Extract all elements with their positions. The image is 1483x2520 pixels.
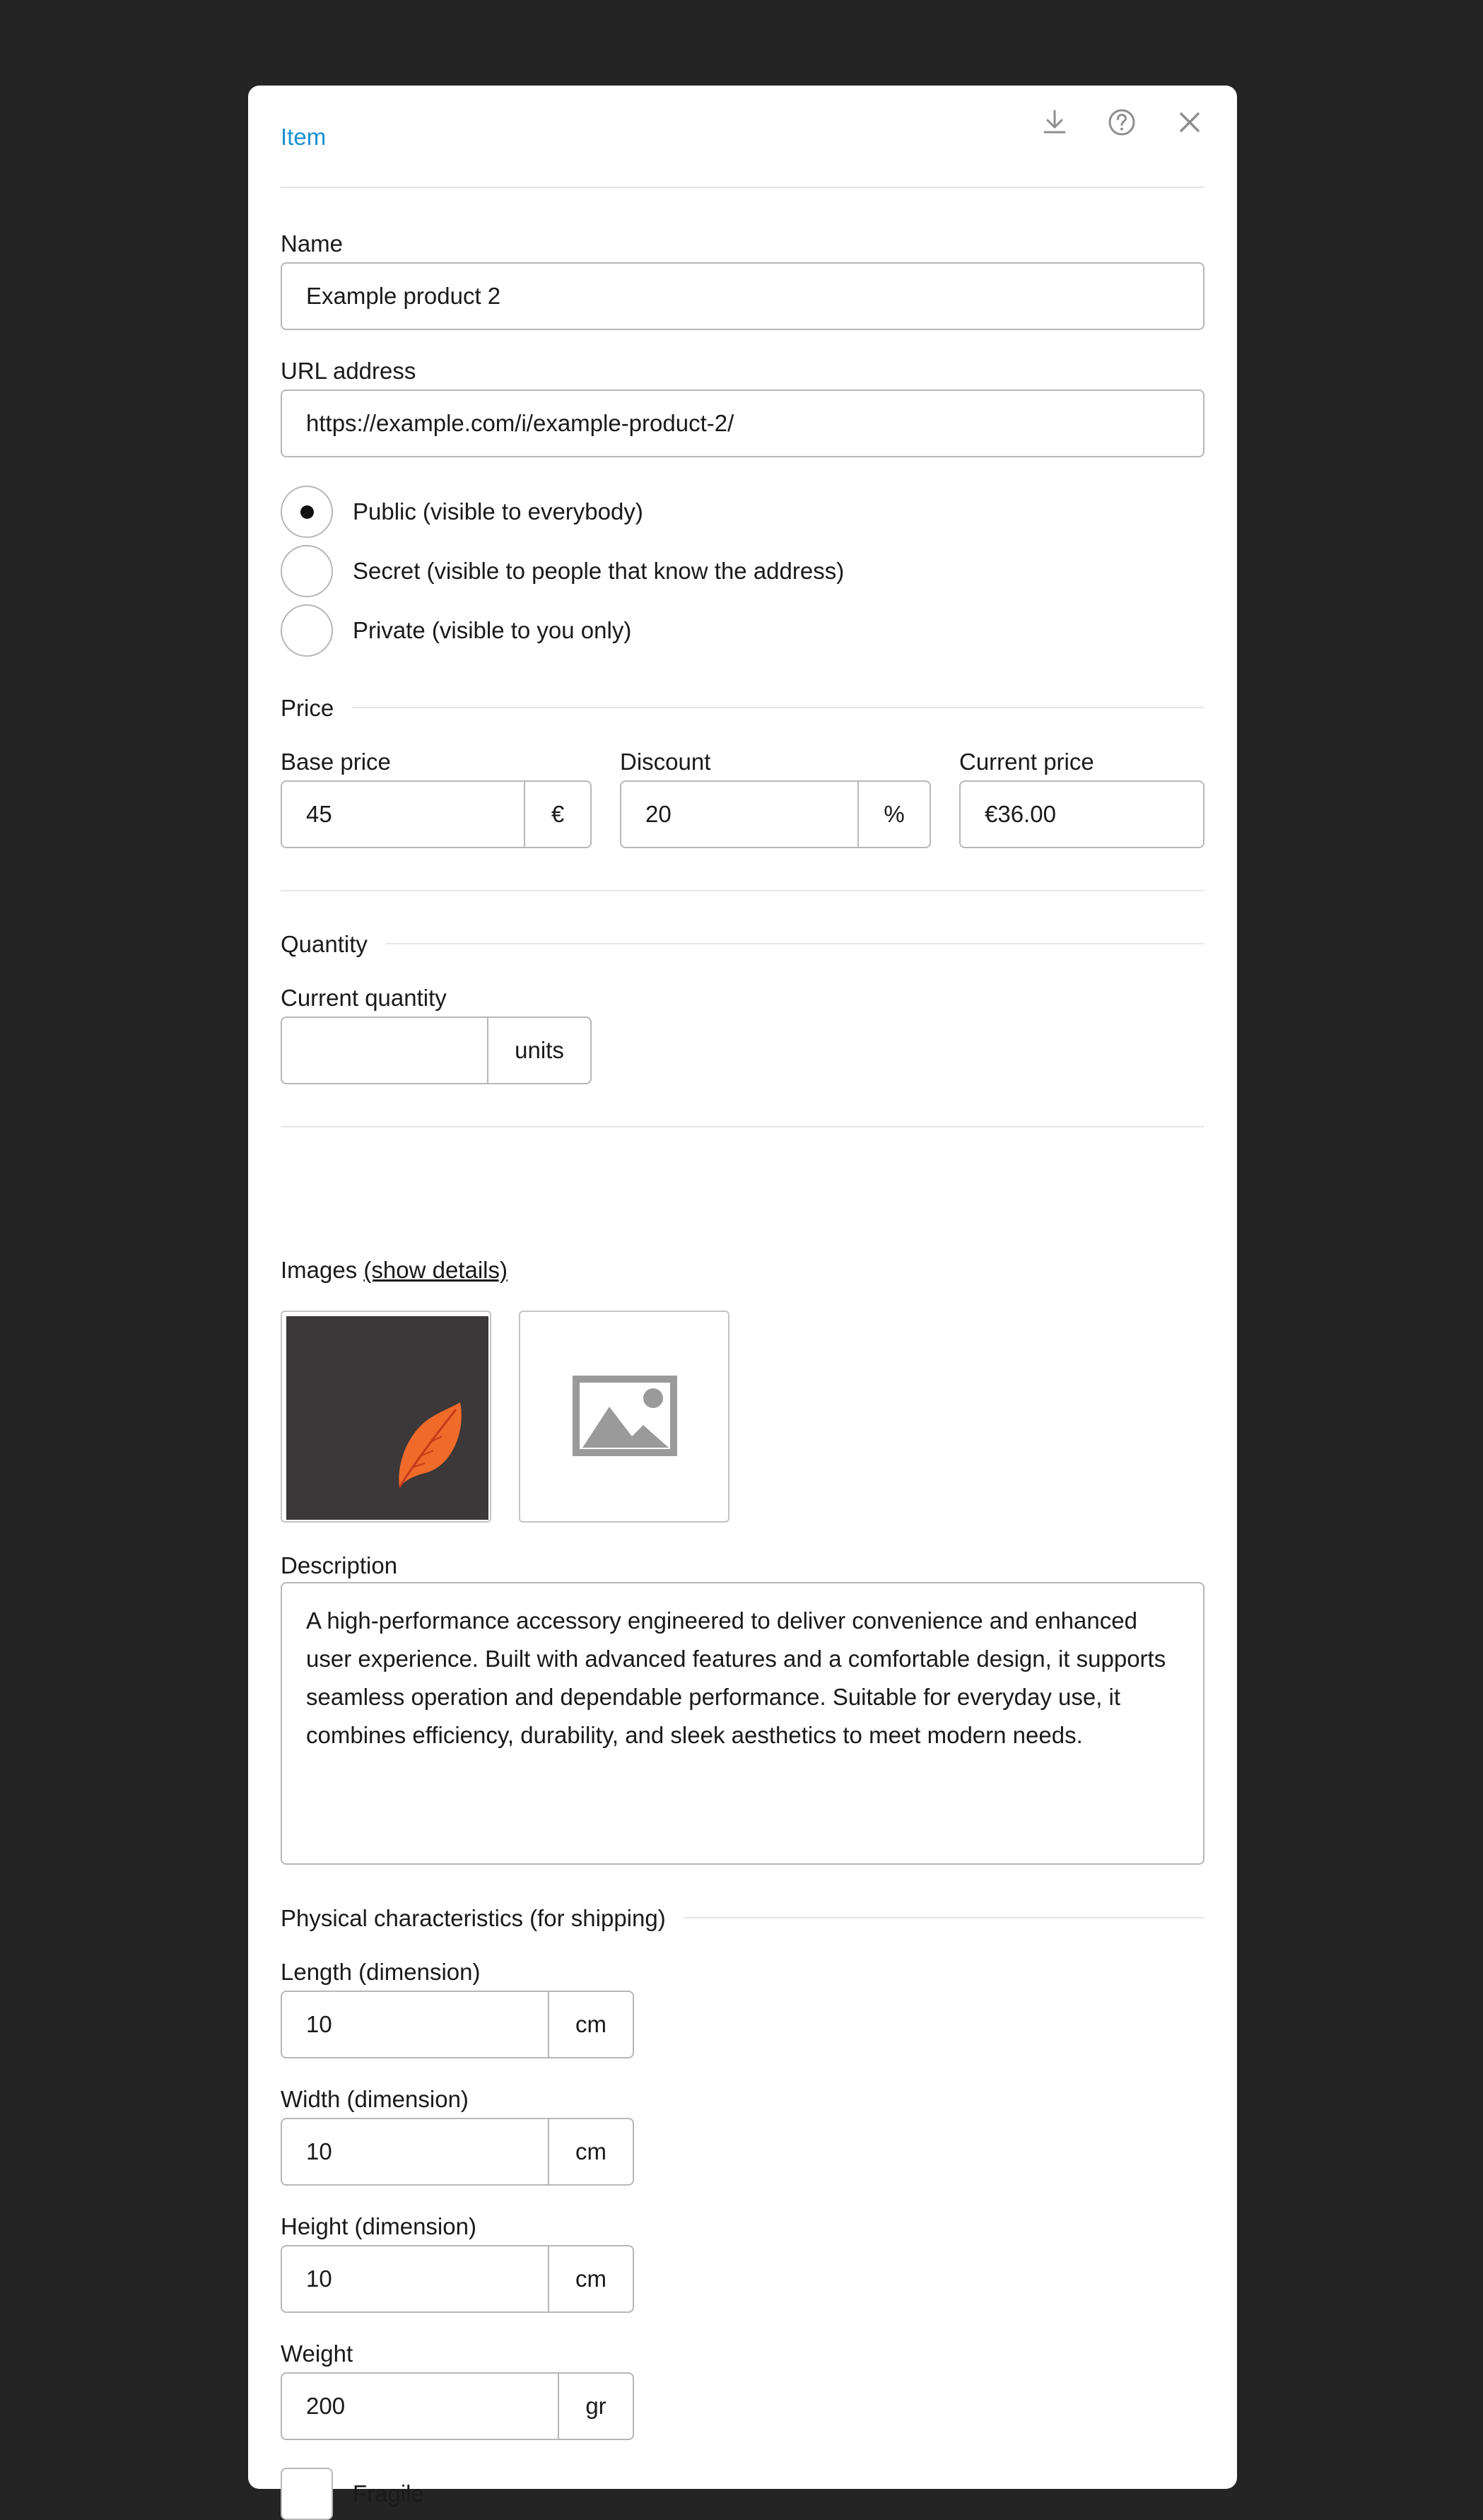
show-details-link[interactable]: (show details) <box>363 1257 508 1283</box>
dialog-title: Item <box>281 124 327 150</box>
discount-label: Discount <box>620 749 711 775</box>
current-price-label: Current price <box>959 749 1094 775</box>
currency-unit: € <box>524 782 590 847</box>
discount-value: 20 <box>645 801 672 827</box>
width-value: 10 <box>306 2138 332 2164</box>
help-icon[interactable] <box>1105 105 1139 139</box>
header-divider <box>281 187 1204 188</box>
height-unit: cm <box>548 2246 633 2311</box>
current-quantity-input[interactable] <box>281 1016 592 1084</box>
physical-section-title: Physical characteristics (for shipping) <box>281 1905 684 1932</box>
height-value: 10 <box>306 2266 332 2292</box>
url-input[interactable] <box>281 389 1204 457</box>
image-thumbnail[interactable] <box>281 1311 491 1523</box>
description-label: Description <box>281 1552 398 1578</box>
quantity-section-line <box>281 943 1204 944</box>
discount-input[interactable] <box>620 780 931 848</box>
images-label-row <box>281 1257 508 1284</box>
current-quantity-value <box>282 1018 487 1083</box>
current-price-value: €36.00 <box>985 801 1056 827</box>
fragile-label: Fragile <box>353 2480 424 2507</box>
name-value: Example product 2 <box>306 283 501 309</box>
base-price-input[interactable] <box>281 780 592 848</box>
radio-private-label: Private (visible to you only) <box>353 617 632 643</box>
radio-secret-label: Secret (visible to people that know the address) <box>353 558 845 584</box>
percent-unit: % <box>857 782 930 847</box>
weight-value: 200 <box>306 2393 346 2419</box>
radio-private[interactable] <box>281 604 333 657</box>
description-textarea[interactable]: A high-performance accessory engineered to deliver convenience and enhanced user experience. Built with advanced features and a comfortable design, it supports seamless operation and dependable performance. Suitable for everyday use, it combines efficiency, durability, and sleek aesthetics to meet modern needs. <box>281 1582 1204 1865</box>
price-section-line <box>281 707 1204 708</box>
price-section-title: Price <box>281 695 352 722</box>
weight-label: Weight <box>281 2340 353 2367</box>
units-unit: units <box>487 1018 590 1083</box>
base-price-value: 45 <box>306 801 332 827</box>
current-quantity-label: Current quantity <box>281 985 447 1011</box>
length-label: Length (dimension) <box>281 1959 481 1985</box>
height-label: Height (dimension) <box>281 2213 476 2239</box>
item-dialog <box>248 86 1237 2507</box>
download-icon[interactable] <box>1038 105 1072 139</box>
quantity-section-title: Quantity <box>281 931 386 958</box>
radio-public-label: Public (visible to everybody) <box>353 498 643 524</box>
close-icon[interactable] <box>1173 105 1207 139</box>
name-label: Name <box>281 230 344 257</box>
radio-public[interactable] <box>281 486 333 538</box>
base-price-label: Base price <box>281 749 391 775</box>
quantity-divider <box>281 1126 1204 1127</box>
height-input[interactable] <box>281 2245 634 2313</box>
image-placeholder-icon <box>573 1376 677 1456</box>
weight-unit: gr <box>558 2374 633 2439</box>
width-input[interactable] <box>281 2118 634 2186</box>
images-label: Images <box>281 1257 358 1283</box>
width-unit: cm <box>548 2119 633 2184</box>
url-label: URL address <box>281 358 416 384</box>
current-price-field <box>959 780 1204 848</box>
weight-input[interactable] <box>281 2372 634 2440</box>
price-divider <box>281 890 1204 891</box>
length-value: 10 <box>306 2011 332 2037</box>
name-input[interactable] <box>281 262 1204 330</box>
url-value: https://example.com/i/example-product-2/ <box>306 410 734 436</box>
leaf-icon <box>286 1316 488 1520</box>
width-label: Width (dimension) <box>281 2086 469 2112</box>
image-placeholder-slot[interactable] <box>519 1311 729 1523</box>
radio-secret[interactable] <box>281 545 333 597</box>
fragile-checkbox[interactable] <box>281 2468 333 2520</box>
length-unit: cm <box>548 1992 633 2057</box>
length-input[interactable] <box>281 1991 634 2058</box>
